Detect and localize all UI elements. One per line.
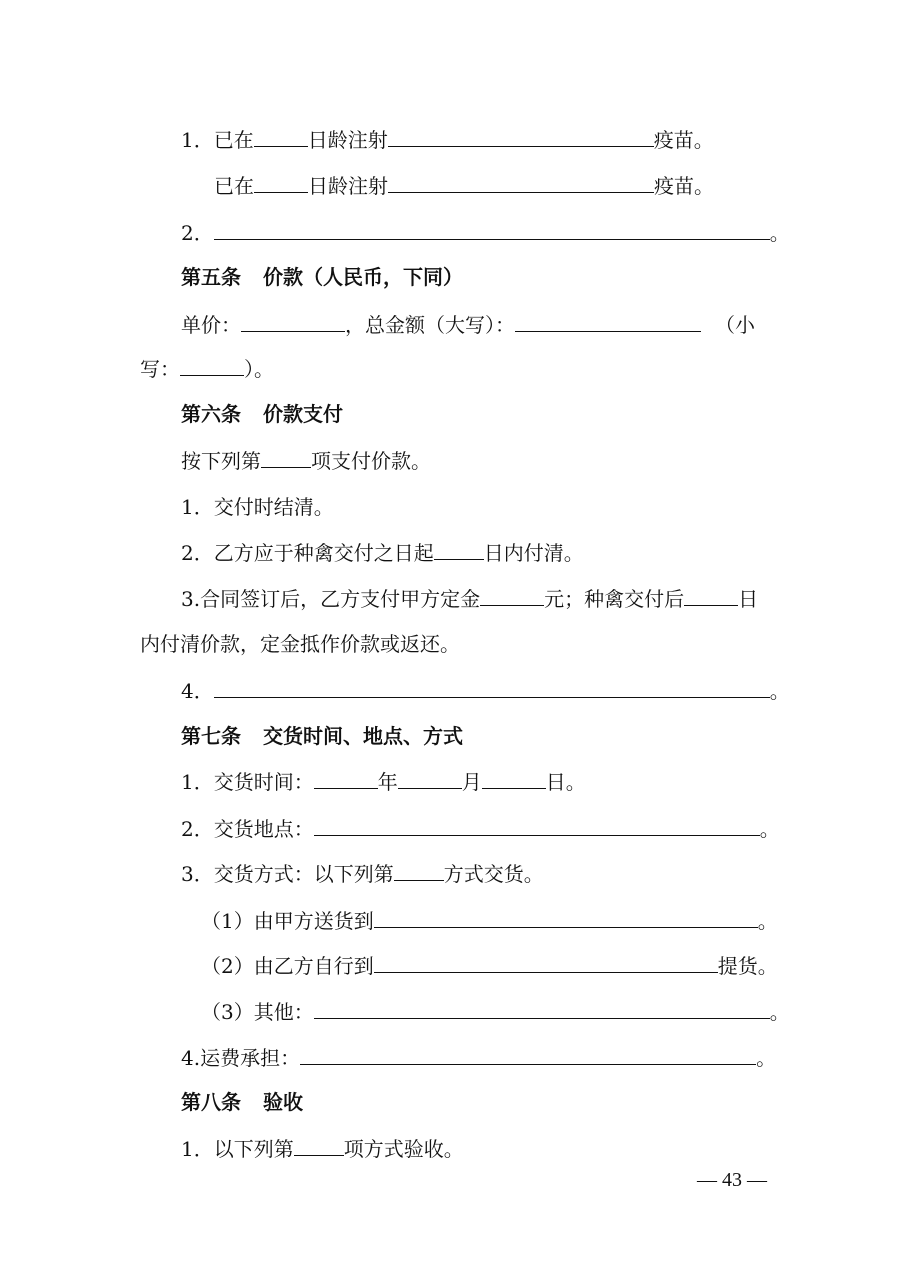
delivery-option-3: （3）其他： 。 (201, 1000, 790, 1024)
article-5-heading: 第五条 价款（人民币，下同） (181, 265, 463, 289)
blank-field[interactable] (254, 126, 308, 147)
blank-field[interactable] (388, 172, 654, 193)
freight-field[interactable] (300, 1044, 756, 1065)
freight-line: 4.运费承担： 。 (181, 1046, 777, 1070)
delivery-method-line: 3．交货方式：以下列第 方式交货。 (181, 862, 544, 886)
inspection-line: 1．以下列第 项方式验收。 (181, 1137, 464, 1161)
vaccine-line-1: 1． 已在 日龄注射 疫苗。 (181, 128, 714, 152)
payment-option-3: 3.合同签订后，乙方支付甲方定金 元；种禽交付后 日 (181, 587, 759, 611)
page-number: — 43 — (697, 1169, 767, 1191)
blank-field[interactable] (394, 860, 444, 881)
delivery-place-line: 2．交货地点： 。 (181, 817, 780, 841)
delivery-time-line: 1．交货时间： 年 月 日。 (181, 770, 586, 794)
item-2-line: 2． 。 (181, 221, 790, 245)
blank-field[interactable] (214, 677, 770, 698)
blank-field[interactable] (261, 447, 311, 468)
vaccine-line-2: 已在 日龄注射 疫苗。 (214, 174, 714, 198)
price-line: 单价： ，总金额（大写）： （小 (181, 313, 755, 337)
price-line-cont: 写： ）。 (140, 357, 274, 381)
total-amount-field[interactable] (515, 311, 701, 332)
blank-field[interactable] (214, 219, 770, 240)
blank-field[interactable] (374, 952, 718, 973)
article-8-heading: 第八条 验收 (181, 1090, 303, 1114)
article-6-heading: 第六条 价款支付 (181, 402, 343, 426)
deposit-field[interactable] (480, 585, 544, 606)
blank-field[interactable] (684, 585, 738, 606)
payment-option-1: 1．交付时结清。 (181, 495, 334, 519)
payment-option-3-cont: 内付清价款，定金抵作价款或返还。 (140, 632, 460, 656)
unit-price-field[interactable] (241, 311, 345, 332)
year-field[interactable] (314, 768, 378, 789)
blank-field[interactable] (434, 539, 484, 560)
article-7-heading: 第七条 交货时间、地点、方式 (181, 724, 463, 748)
delivery-option-2: （2）由乙方自行到 提货。 (201, 954, 778, 978)
blank-field[interactable] (388, 126, 654, 147)
payment-choice-line: 按下列第 项支付价款。 (181, 449, 431, 473)
blank-field[interactable] (294, 1135, 344, 1156)
blank-field[interactable] (254, 172, 308, 193)
blank-field[interactable] (374, 907, 758, 928)
day-field[interactable] (482, 768, 546, 789)
month-field[interactable] (398, 768, 462, 789)
blank-field[interactable] (314, 998, 770, 1019)
payment-option-4: 4． 。 (181, 679, 790, 703)
amount-figures-field[interactable] (180, 355, 244, 376)
delivery-place-field[interactable] (314, 815, 760, 836)
item-number: 1． (181, 128, 214, 152)
delivery-option-1: （1）由甲方送货到 。 (201, 909, 778, 933)
payment-option-2: 2．乙方应于种禽交付之日起 日内付清。 (181, 541, 584, 565)
